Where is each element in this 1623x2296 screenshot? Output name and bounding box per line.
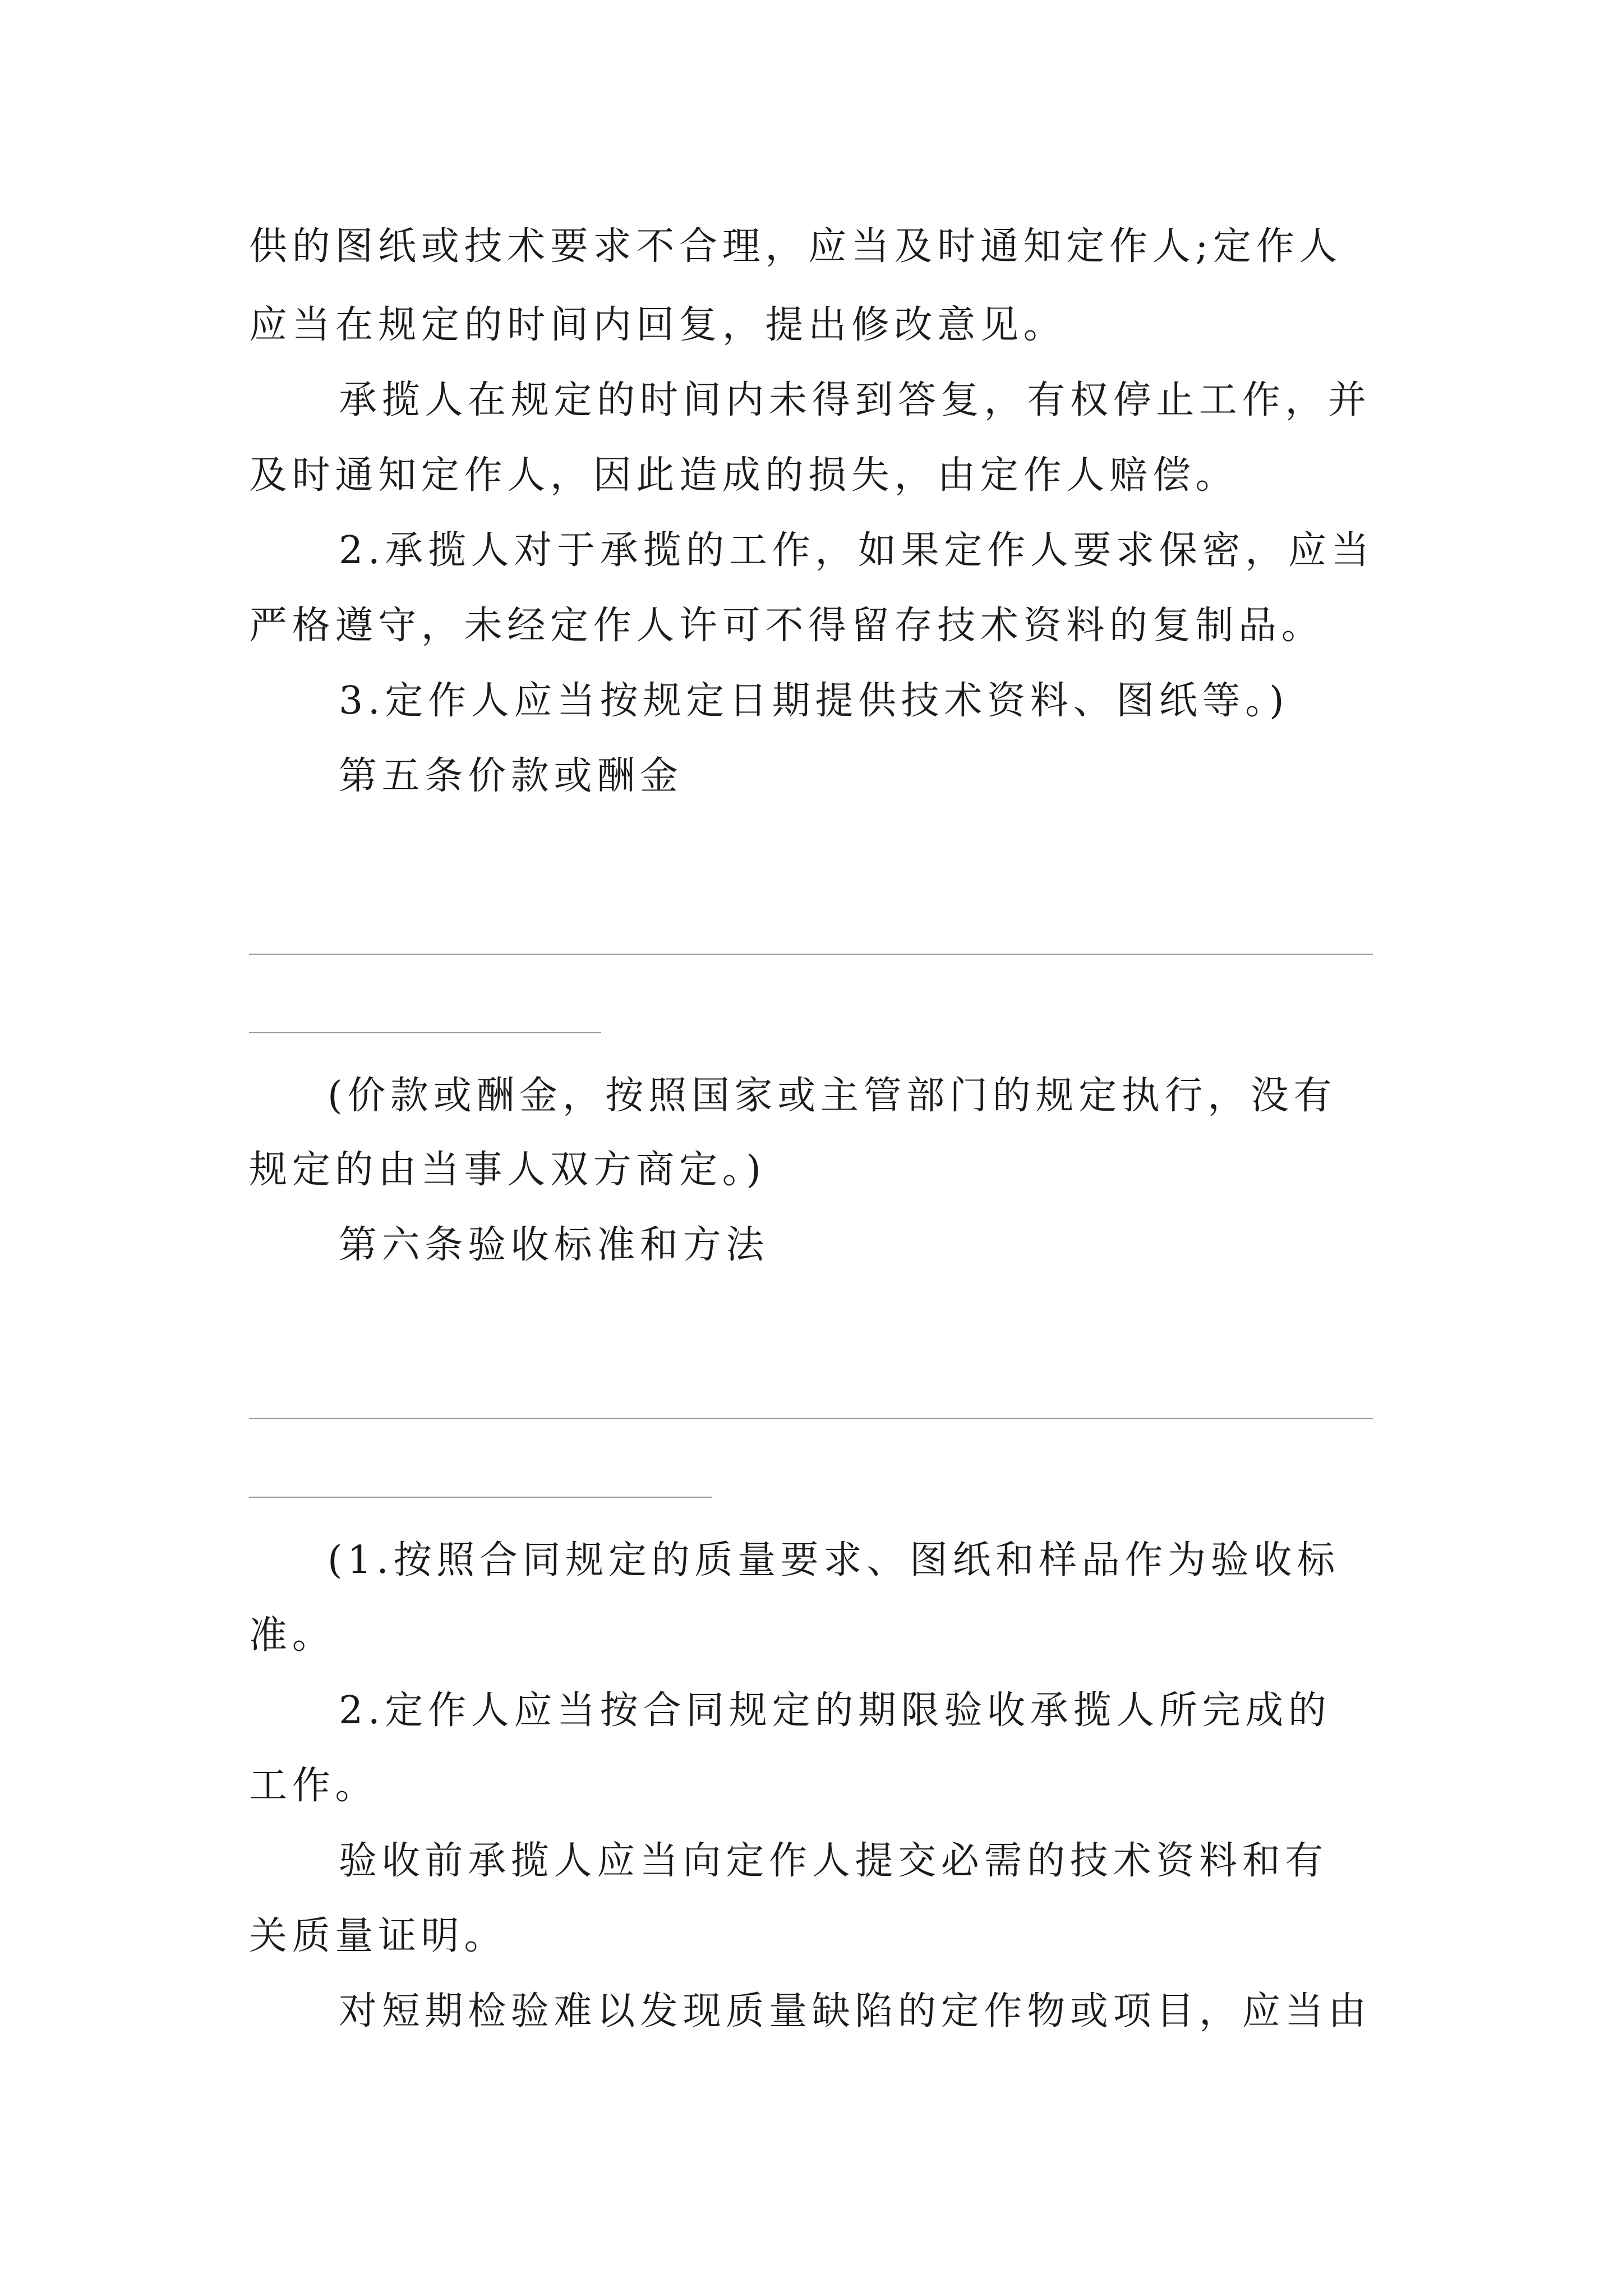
blank-fill-line — [249, 1032, 601, 1033]
section-heading: 第六条验收标准和方法 — [339, 1223, 769, 1267]
paragraph-line: 3.定作人应当按规定日期提供技术资料、图纸等。) — [339, 679, 1289, 723]
paragraph-line: 规定的由当事人双方商定。) — [249, 1148, 766, 1192]
paragraph-line: 及时通知定作人，因此造成的损失，由定作人赔偿。 — [249, 453, 1239, 498]
blank-fill-line — [249, 954, 1373, 955]
paragraph-line: 工作。 — [249, 1764, 379, 1808]
paragraph-line: 验收前承揽人应当向定作人提交必需的技术资料和有 — [339, 1839, 1329, 1883]
paragraph-line: (价款或酬金，按照国家或主管部门的规定执行，没有 — [328, 1074, 1337, 1118]
paragraph-line: 承揽人在规定的时间内未得到答复，有权停止工作，并 — [339, 378, 1371, 422]
blank-fill-line — [249, 1418, 1373, 1419]
blank-fill-line — [249, 1497, 712, 1498]
section-heading: 第五条价款或酬金 — [339, 754, 683, 798]
paragraph-line: 准。 — [249, 1613, 335, 1658]
paragraph-line: 2.定作人应当按合同规定的期限验收承揽人所完成的 — [339, 1688, 1331, 1733]
paragraph-line: 对短期检验难以发现质量缺陷的定作物或项目，应当由 — [339, 1989, 1371, 2033]
paragraph-line: 应当在规定的时间内回复，提出修改意见。 — [249, 303, 1067, 347]
paragraph-line: (1.按照合同规定的质量要求、图纸和样品作为验收标 — [328, 1538, 1340, 1582]
paragraph-line: 关质量证明。 — [249, 1914, 508, 1958]
paragraph-line: 2.承揽人对于承揽的工作，如果定作人要求保密，应当 — [339, 528, 1375, 573]
paragraph-line: 供的图纸或技术要求不合理，应当及时通知定作人;定作人 — [249, 224, 1343, 269]
paragraph-line: 严格遵守，未经定作人许可不得留存技术资料的复制品。 — [249, 604, 1325, 648]
